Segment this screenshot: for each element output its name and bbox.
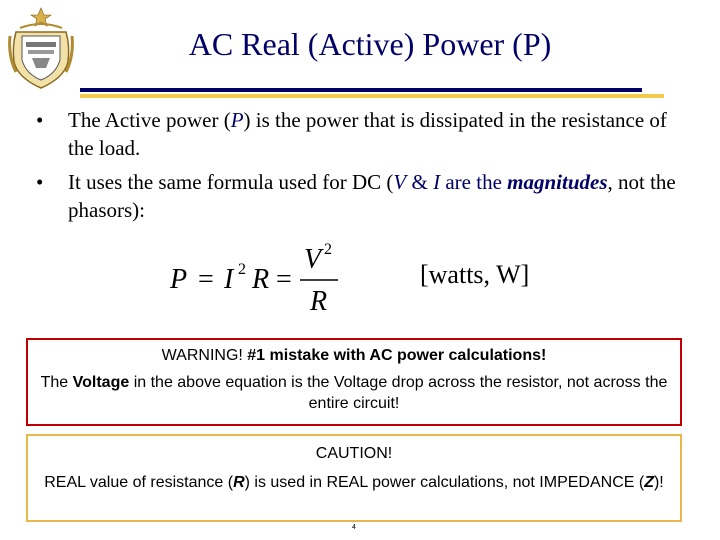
warning-heading: WARNING! #1 mistake with AC power calculations! [161,347,547,364]
bullet-active-power-definition: • The Active power (P) is the power that is dissipated in the resistance of the load. [36,108,667,160]
voltage-emphasis: Voltage [72,374,130,391]
eq-equals-1: = [198,264,214,295]
symbol-r: R [233,474,245,491]
eq-i-exponent: 2 [238,261,246,278]
title-underline-gold [80,94,664,98]
caution-box [26,434,682,522]
eq-p: P [170,264,188,295]
title-underline-navy [80,88,642,92]
eq-equals-2: = [276,264,292,295]
caution-body: REAL value of resistance (R) is used in REAL power calculations, not IMPEDANCE (Z)! [44,474,664,491]
units-label: [watts, W] [420,260,530,289]
magnitudes-emphasis: magnitudes [507,170,608,194]
bullet-dc-formula: • It uses the same formula used for DC (V & I are the magnitudes, not the phasors): [36,170,676,222]
power-equation [168,236,378,318]
bullet-dot: • [36,170,44,194]
eq-v-exponent: 2 [324,241,332,258]
slide-title: AC Real (Active) Power (P) [188,26,552,62]
eq-v: V [304,244,322,275]
naval-academy-crest-icon [6,6,76,92]
symbol-z: Z [644,474,654,491]
eq-r: R [252,264,270,295]
caution-heading: CAUTION! [315,445,393,462]
eq-i: I [224,264,234,295]
page-number: 4 [352,524,356,531]
bullet-list [28,106,678,230]
eq-r-denominator: R [310,286,328,317]
symbol-i: I [433,170,441,194]
symbol-p: P [230,108,244,132]
warning-box [26,338,682,426]
warning-body: The Voltage in the above equation is the Voltage drop across the resistor, not across the entire circuit! [40,374,668,412]
symbol-v: V [393,170,407,194]
bullet-dot: • [36,108,44,132]
